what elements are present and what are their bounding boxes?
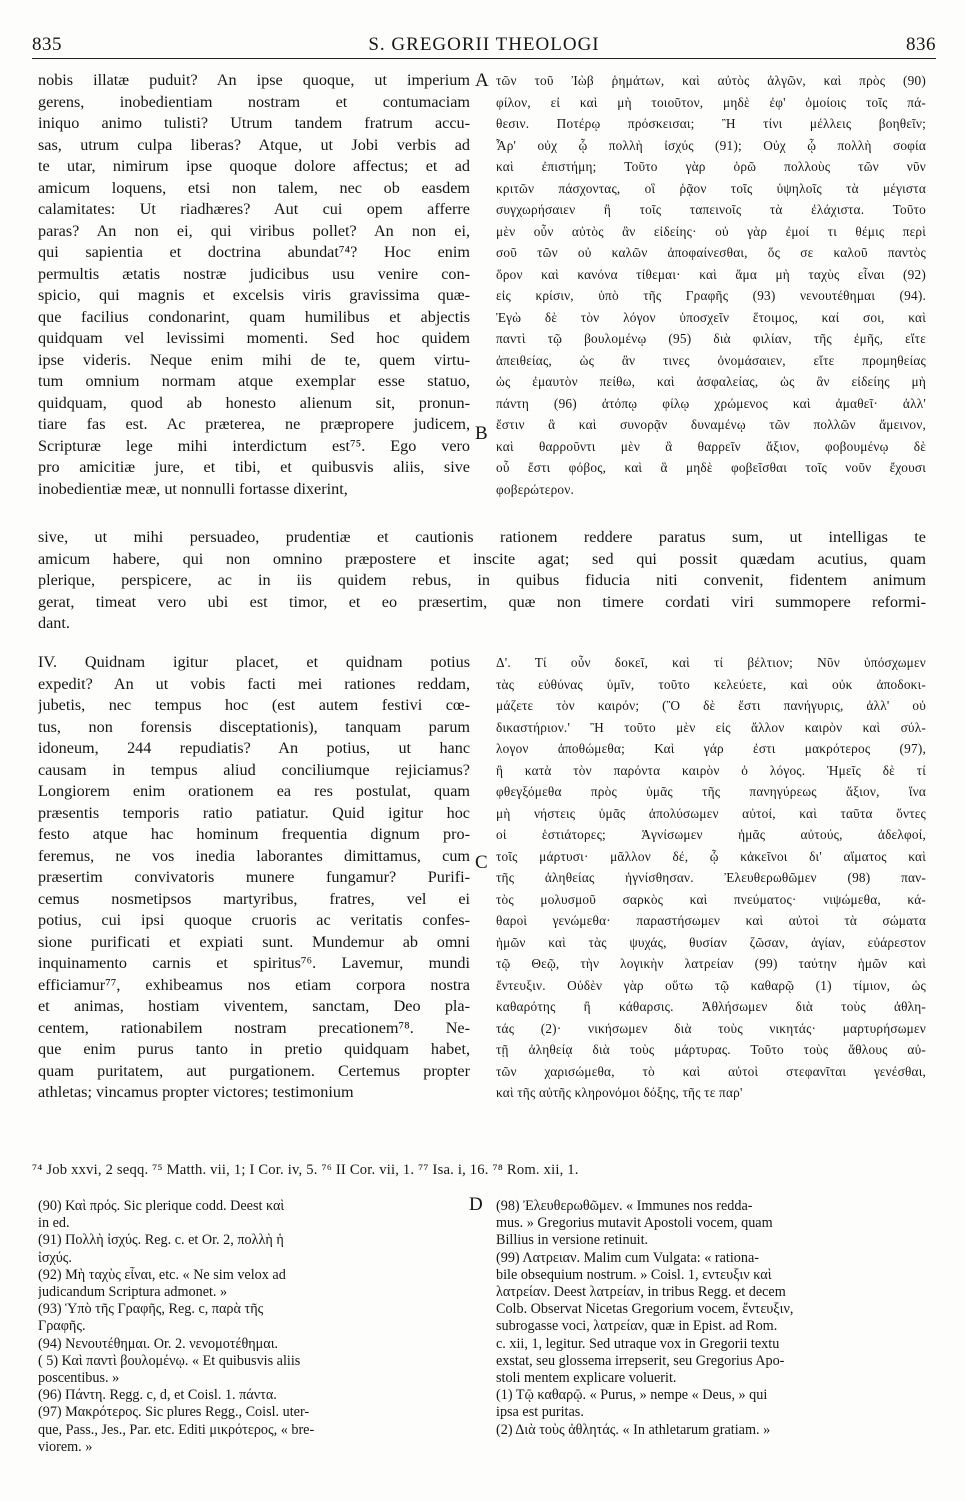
full-width-paragraph [38,527,926,635]
text-line: (1) Τῷ καθαρῷ. « Purus, » nempe « Deus, » qui [496,1387,768,1404]
text-line: que, Pass., Jes., Par. etc. Editi μικρότερος, « bre- [38,1421,315,1438]
footnotes-right [496,1198,926,1439]
text-line: ipse videris. Neque enim mihi de te, quem virtu- [38,350,470,369]
text-line: subrogasse voci, λατρείαν, quæ in Epist. ad Rom. [496,1318,778,1335]
text-line: athletas; vincamus propter victores; testimonium [38,1083,354,1101]
page-number-left: 835 [32,34,62,55]
text-line: causam in tempus aliud conciliumque rejiciamus? [38,760,470,779]
text-line: amicum habere, qui non omnino præpostere et inscite agat; sed qui possit quædam acutius, quam [38,549,926,568]
text-line: ὡς ἐμαυτὸν πείθω, καὶ ἀσφαλείας, ὡς ἂν εἰδείης μὴ [496,374,926,389]
text-line: quidquam vel levissimi momenti. Sed hoc quidem [38,329,470,347]
text-line: Colb. Observat Nicetas Gregorium vocem, ἔντευξιν, [496,1301,794,1318]
text-line: sive, ut mihi persuadeo, prudentiæ et cautionis rationem reddere paratus sum, ut intelligas te [38,528,926,546]
text-line: et animas, hostiam viventem, sanctam, Deo pla- [38,997,470,1015]
text-line: ἰσχύς. [38,1249,72,1266]
text-line: feremus, ne vos inedia laborantes dimittamus, cum [38,846,470,865]
text-line: mus. » Gregorius mutavit Apostoli vocem, quam [496,1215,773,1232]
text-line: Ἐγὼ δὲ τὸν λόγον ὑποσχεῖν ἕτοιμος, καί σοι, καὶ [496,309,926,325]
text-line: amicum loquens, etsi non talem, nec ob easdem [38,178,470,197]
margin-marker-a: A [475,70,489,91]
text-line: sas, utrum culpa liberas? Atque, ut Jobi verbis ad [38,135,470,154]
text-line: τὰς εὐθύνας ὑμῖν, τοῦτο κελεύετε, καὶ οὐκ ἀποδοκι- [496,676,926,692]
text-line: (97) Μακρότερος. Sic plures Regg., Coisl. uter- [38,1404,310,1421]
text-line: παντὶ τῷ βουλομένῳ (95) διὰ φιλίαν, τῆς ἐμῆς, εἴτε [496,331,926,346]
text-line: idoneum, 244 repudiatis? An potius, ut hanc [38,739,470,757]
text-line: calamitates: Ut riadhæres? Aut cui opem afferre [38,200,470,218]
text-line: viorem. » [38,1438,93,1455]
margin-marker-d: D [469,1194,483,1215]
text-line: tum omnium normam atque exemplar esse statuo, [38,372,470,390]
text-line: λογον ἀποθώμεθα; Καὶ γάρ ἐστι μακρότερος (97), [496,741,926,756]
text-line: κριτῶν πάσχοντας, οἳ ῥᾷον τοῖς ὑψηλοῖς τὰ μέγιστα [496,180,926,196]
text-line: nobis illatæ puduit? An ipse quoque, ut imperium [38,71,470,89]
text-line: Billius in versione retinuit. [496,1232,649,1249]
text-line: τῆς ἀληθείας ἡγνίσθησαν. Ἐλευθερωθῶμεν (98) παν- [496,870,926,885]
scripture-references: ⁷⁴ Job xxvi, 2 seqq. ⁷⁵ Matth. vii, 1; I Cor. iv, 5. ⁷⁶ II Cor. vii, 1. ⁷⁷ Isa. i, 16. ⁷⁸ Rom. xii, 1. [32,1162,579,1178]
text-line: que facilius condonarint, quam humilibus et abjectis [38,307,470,326]
greek-column-section-c [496,652,926,1104]
text-line: in ed. [38,1215,70,1232]
text-line: tiare fas est. Ac præterea, ne præpropere judicem, [38,415,470,433]
text-line: expedit? An ut vobis facti mei rationes reddam, [38,674,470,693]
text-line: quam puritatem, aut purgationem. Certemus propter [38,1061,470,1080]
page-number-right: 836 [906,34,936,55]
text-line: φθεγξόμεθα πρὸς ὑμᾶς τῆς πανηγύρεως ἄξιον, ἵνα [496,784,926,799]
text-line: (98) Ἐλευθερωθῶμεν. « Immunes nos redda- [496,1198,753,1214]
text-line: ( 5) Καὶ παντὶ βουλομένῳ. « Et quibusvis aliis [38,1352,301,1369]
text-line: καὶ θαρροῦντι μὲν ἃ θαρρεῖν ἄξιον, φοβουμένῳ δὲ [496,438,926,454]
text-line: μὴ νήστεις ὑμᾶς ἀπολύσωμεν αὐτοί, καὶ ταῦτα ὄντες [496,805,926,821]
text-line: τῇ ἀληθείᾳ διὰ τοὺς μάρτυρας. Τοῦτο τοὺς ἄθλους αὐ- [496,1042,926,1057]
text-line: τῶν τοῦ Ἰὼβ ῥημάτων, καὶ αὐτὸς ἀλγῶν, καὶ πρὸς (90) [496,73,926,88]
text-line: μὲν οὖν αὐτὸς ἂν εἰδείης· οὐ γὰρ ἐμοί τι θέμις περὶ [496,223,926,239]
text-line: τῷ Θεῷ, τὴν λογικὴν λατρείαν (99) ταύτην ἡμῶν καὶ [496,956,926,971]
text-line: inquinamento carnis et spiritus⁷⁶. Lavemur, mundi [38,954,470,972]
text-line: bile obsequium nostrum. » Coisl. 1, εντευξιν καὶ [496,1266,772,1283]
text-line: qui sapientia et doctrina abundat⁷⁴? Hoc enim [38,243,470,261]
text-line: πάντη (96) ἀτόπῳ φίλῳ χρώμενος καὶ ἀμαθεῖ· ἀλλ' [496,395,926,411]
text-line: præsertim convivatoris munere fungamur? Purifi- [38,868,470,886]
margin-marker-c: C [475,852,488,873]
text-line: τὸς μολυσμοῦ σαρκὸς καὶ πνεύματος· νιψώμεθα, κά- [496,891,926,907]
text-line: permultis ætatis nostræ judicibus usu venire con- [38,264,470,283]
text-line: ὅρον καὶ κανόνα τίθεμαι· καὶ ἅμα μὴ ταχὺς εἶναι (92) [496,266,926,282]
text-line: οἱ ἑστιάτορες; Ἁγνίσωμεν ἡμᾶς αὐτούς, ἀδελφοί, [496,827,926,842]
text-line: quidquam, quod ab honesto alienum sit, pronun- [38,393,470,412]
running-header [32,30,936,59]
text-line: εἰς κρίσιν, ὑπὸ τῆς Γραφῆς (93) νενουτέθημαι (94). [496,288,926,303]
text-line: sione purificati et expiati sunt. Mundemur ab omni [38,932,470,951]
text-line: ἡμῶν καὶ τὰς ψυχάς, θυσίαν ζῶσαν, ἁγίαν, εὐάρεστον [496,934,926,950]
latin-column-section-c [38,652,470,1104]
text-line: σοῦ τῶν οὐ καλῶν ἀποφαίνεσθαι, ὅς σε καλοῦ παντὸς [496,245,926,260]
text-line: pro amicitiæ jure, et tibi, et quibusvis aliis, sive [38,458,470,476]
text-line: τάς (2)· νικήσωμεν διὰ τοὺς νικητάς· μαρτυρήσωμεν [496,1020,926,1036]
footnotes-left [38,1198,462,1456]
margin-marker-b: B [475,423,488,444]
latin-column-section-a [38,70,470,500]
text-line: poscentibus. » [38,1370,120,1387]
text-line: καὶ τῆς αὐτῆς κληρονόμοι δόξης, τῆς τε παρ' [496,1085,743,1100]
text-line: iniquo animo tulisti? Utrum tandem fratrum accu- [38,114,470,132]
text-line: (96) Πάντη. Regg. c, d, et Coisl. 1. πάντα. [38,1387,277,1404]
text-line: gerat, timeat vero ubi est timor, et eo præsertim, quæ non timere cordati viri summopere reformi- [38,592,926,611]
text-line: cemus nosmetipsos martyribus, fratres, vel ei [38,889,470,908]
text-line: que enim purus tanto in pretio quidquam habet, [38,1040,470,1058]
text-line: ἢ κατὰ τὸν παρόντα καιρὸν ὁ λόγος. Ἡμεῖς δὲ τί [496,762,926,778]
text-line: φίλον, εἰ καὶ μὴ τοιοῦτον, μηδὲ ἐφ' ὁμοίοις τοῖς πά- [496,94,926,110]
text-line: (91) Πολλὴ ἰσχύς. Reg. c. et Or. 2, πολλὴ ἡ [38,1232,284,1249]
text-line: (99) Λατρειαν. Malim cum Vulgata: « rationa- [496,1249,760,1266]
text-line: οὗ ἔστι φόβος, καὶ ἃ μηδὲ φοβεῖσθαι τοῖς νοῦν ἔχουσι [496,460,926,475]
text-line: stoli mentem explicare voluerit. [496,1370,677,1387]
text-line: IV. Quidnam igitur placet, et quidnam potius [38,653,470,671]
text-line: Scripturæ lege mihi interdictum est⁷⁵. Ego vero [38,436,470,455]
text-line: dant. [38,614,70,632]
text-line: δικαστήριον.' Ἢ τοῦτο μὲν εἰς ἄλλον καιρὸν καὶ σύλ- [496,719,926,735]
text-line: paras? An non ei, qui viribus pollet? An non ei, [38,221,470,240]
text-line: festo atque hac hominum frequentia dignum pro- [38,825,470,843]
text-line: συγχωρήσαιεν ἢ τοῖς ταπεινοῖς τὰ ἐλάχιστα. Τοῦτο [496,202,926,217]
text-line: Γραφῆς. [38,1318,86,1335]
text-line: plerique, perspicere, ac in iis quidem rebus, in quibus fiducia niti convenit, fidentem animum [38,571,926,589]
text-line: τῶν χαρισώμεθα, τὸ καὶ αὐτοὶ στεφανῖται γενέσθαι, [496,1063,926,1079]
running-title: S. GREGORII THEOLOGI [368,34,600,55]
text-line: inobedientiæ meæ, ut nonnulli fortasse dixerint, [38,479,348,498]
text-line: καθαρότης ἢ κάθαρσις. Ἀθλήσωμεν διὰ τοὺς ἀθλη- [496,999,926,1014]
text-line: spicio, qui magnis et excelsis viris gravissima quæ- [38,286,470,304]
text-line: ἔντευξιν. Οὐδὲν γὰρ οὕτω τῷ καθαρῷ (1) τίμιον, ὡς [496,977,926,993]
text-line: (93) Ὑπὸ τῆς Γραφῆς, Reg. c, παρὰ τῆς [38,1301,264,1318]
text-line: efficiamur⁷⁷, exhibeamus nos etiam corpora nostra [38,975,470,994]
text-line: ipsa est puritas. [496,1404,584,1421]
text-line: καὶ ἐπιστήμη; Τοῦτο γὰρ ὁρῶ πολλοὺς τῶν νῦν [496,159,926,174]
text-line: θαροὶ γενώμεθα· παραστήσωμεν καὶ αὐτοὶ τὰ σώματα [496,913,926,928]
text-line: τοῖς μάρτυσι· μᾶλλον δέ, ᾧ κἀκεῖνοι δι' αἵματος καὶ [496,848,926,864]
text-line: μάζετε τὸν καιρόν; (Ὃ δὲ ἔστι πανήγυρις, ἀλλ' οὐ [496,698,926,713]
text-line: Δ'. Τί οὖν δοκεῖ, καὶ τί βέλτιον; Νῦν ὑπόσχωμεν [496,655,926,670]
text-line: θεσιν. Ποτέρῳ πρόσκεισαι; Ἢ τίνι μέλλεις βοηθεῖν; [496,116,926,131]
text-line: (92) Μὴ ταχὺς εἶναι, etc. « Ne sim velox ad [38,1266,286,1283]
text-line: (94) Νενουτέθημαι. Or. 2. νενομοτέθημαι. [38,1335,279,1352]
text-line: ἀπειθείας, ὡς ἂν τινες ὀνομάσαιεν, εἴτε προμηθείας [496,352,926,368]
greek-column-section-a [496,70,926,500]
text-line: judicandum Scriptura admonet. » [38,1284,228,1301]
text-line: (2) Διὰ τοὺς ἀθλητάς. « In athletarum gratiam. » [496,1421,771,1438]
text-line: c. xii, 1, legitur. Sed utraque vox in Gregorii textu [496,1335,780,1352]
text-line: potius, cui ipsi quoque cruoris ac veritatis confes- [38,911,470,929]
text-line: tus, non forensis disceptationis), tanquam parum [38,717,470,736]
text-line: λατρείαν. Deest λατρείαν, in tribus Regg. et decem [496,1284,786,1301]
text-line: centem, rationabilem nostram precationem⁷⁸. Ne- [38,1018,470,1037]
text-line: Longiorem enim orationem ea res postulat, quam [38,782,470,800]
text-line: gerens, inobedientiam nostram et contumaciam [38,92,470,111]
text-line: φοβερώτερον. [496,481,575,497]
text-line: Ἆρ' οὐχ ᾧ πολλὴ ἰσχύς (91); Οὐχ ᾧ πολλὴ σοφία [496,137,926,153]
text-line: præsentis temporis ratio patiatur. Quid igitur hoc [38,803,470,822]
text-line: te utar, nimirum ipse quoque dolore affectus; et ad [38,157,470,175]
text-line: exstat, seu glossema irrepserit, seu Gregorius Apo- [496,1352,785,1369]
text-line: jubetis, nec tempus hoc (est autem festivi cœ- [38,696,470,714]
text-line: ἔστιν ἃ καὶ συνορᾷν δυναμένῳ τῶν πολλῶν ἄμεινον, [496,417,926,432]
text-line: (90) Καὶ πρός. Sic plerique codd. Deest καὶ [38,1198,285,1214]
